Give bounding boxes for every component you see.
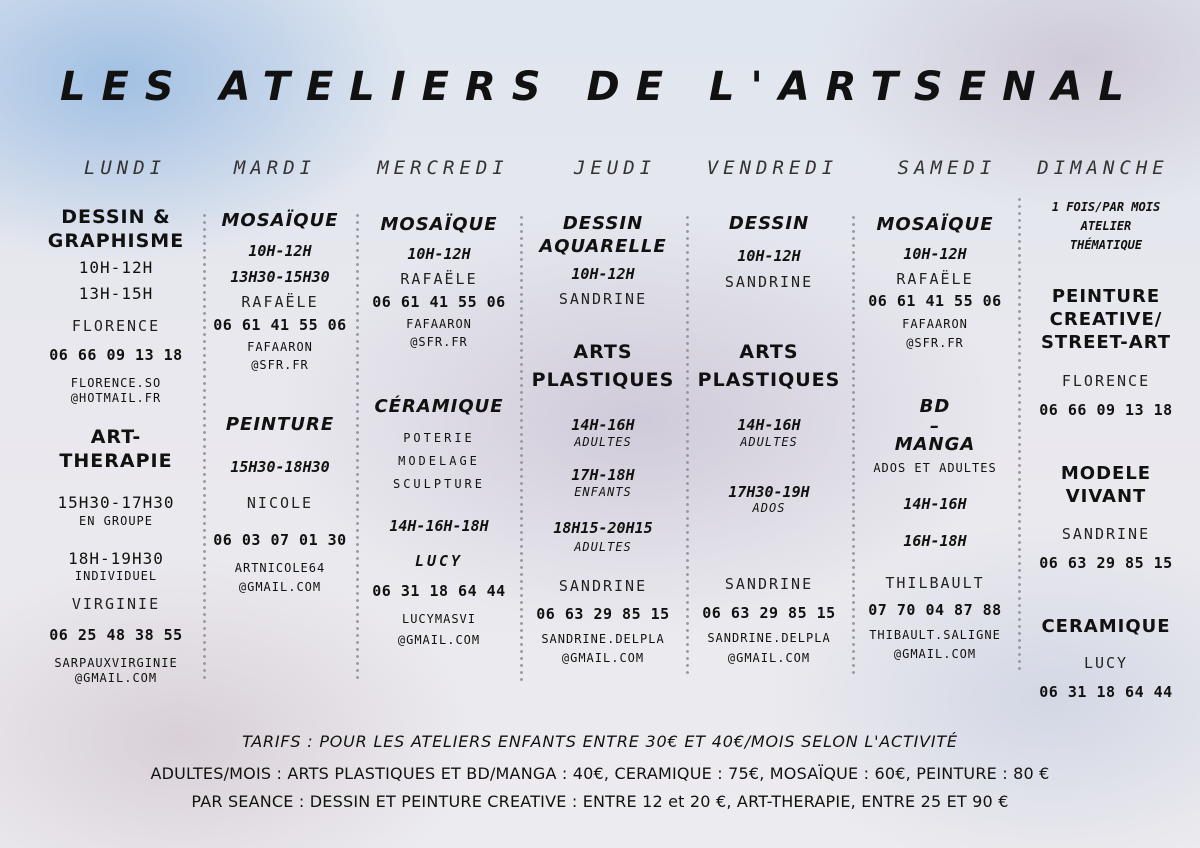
course-title: ARTS xyxy=(573,341,633,363)
course-time: 15H30-17H30 xyxy=(57,493,175,512)
course-item: POTERIE xyxy=(403,431,475,445)
course-note: ADULTES xyxy=(740,435,798,449)
course-title: ART- xyxy=(90,426,142,448)
course-note: ENFANTS xyxy=(574,485,632,499)
course-time: 14H-16H xyxy=(903,495,967,513)
course-time: 10H-12H xyxy=(248,242,312,260)
teacher-phone: 06 31 18 64 44 xyxy=(1039,683,1173,701)
teacher-email: SANDRINE.DELPLA xyxy=(541,632,665,646)
teacher-email: @SFR.FR xyxy=(410,335,468,349)
course-time: 15H30-18H30 xyxy=(230,458,330,476)
course-title: MOSAÏQUE xyxy=(221,210,339,231)
teacher-name: SANDRINE xyxy=(558,290,648,308)
course-title: DESSIN xyxy=(728,213,810,234)
teacher-name: SANDRINE xyxy=(558,577,648,595)
teacher-phone: 06 63 29 85 15 xyxy=(536,605,670,623)
teacher-phone: 06 63 29 85 15 xyxy=(702,604,836,622)
teacher-name: SANDRINE xyxy=(1061,525,1151,543)
course-time: 14H-16H-18H xyxy=(389,517,489,535)
course-note: ADULTES xyxy=(574,540,632,554)
course-title: PLASTIQUES xyxy=(697,369,841,391)
day-header-dimanche: DIMANCHE xyxy=(1037,157,1169,179)
teacher-email: @SFR.FR xyxy=(906,336,964,350)
course-time: 10H-12H xyxy=(903,245,967,263)
course-time: 10H-12H xyxy=(571,265,635,283)
teacher-name: LUCY xyxy=(414,552,464,570)
teacher-phone: 06 61 41 55 06 xyxy=(868,292,1002,310)
teacher-name: THILBAULT xyxy=(885,574,985,592)
teacher-phone: 06 66 09 13 18 xyxy=(1039,401,1173,419)
teacher-phone: 06 31 18 64 44 xyxy=(372,582,506,600)
course-time: 10H-12H xyxy=(407,245,471,263)
course-title: DESSIN xyxy=(562,213,644,234)
course-title: CERAMIQUE xyxy=(1041,616,1171,637)
teacher-phone: 06 63 29 85 15 xyxy=(1039,554,1173,572)
teacher-email: @GMAIL.COM xyxy=(561,651,645,665)
course-title: MOSAÏQUE xyxy=(876,214,994,235)
course-title: AQUARELLE xyxy=(539,236,667,257)
course-intro: THÉMATIQUE xyxy=(1069,238,1143,252)
teacher-name: FLORENCE xyxy=(71,317,161,335)
day-header-samedi: SAMEDI xyxy=(897,157,997,179)
teacher-email: FLORENCE.SO xyxy=(70,376,162,390)
teacher-name: SANDRINE xyxy=(724,273,814,291)
teacher-name: SANDRINE xyxy=(724,575,814,593)
teacher-name: RAFAËLE xyxy=(896,270,974,288)
course-title: PEINTURE xyxy=(225,414,335,435)
teacher-name: FLORENCE xyxy=(1061,372,1151,390)
course-time: 10H-12H xyxy=(78,258,154,277)
page-title: LES ATELIERS DE L'ARTSENAL xyxy=(59,64,1140,110)
teacher-email: LUCYMASVI xyxy=(401,612,477,626)
course-intro: 1 FOIS/PAR MOIS xyxy=(1051,200,1161,214)
course-title: MANGA xyxy=(894,434,976,455)
course-intro: ATELIER xyxy=(1080,219,1132,233)
course-title-separator: – xyxy=(930,416,940,437)
day-header-jeudi: JEUDI xyxy=(573,157,657,179)
teacher-email: SARPAUXVIRGINIE xyxy=(54,656,178,670)
course-title: MODELE xyxy=(1060,463,1152,484)
teacher-phone: 06 61 41 55 06 xyxy=(213,316,347,334)
teacher-email: @HOTMAIL.FR xyxy=(70,391,162,405)
column-divider xyxy=(1018,196,1021,674)
teacher-phone: 06 66 09 13 18 xyxy=(49,346,183,364)
day-header-lundi: LUNDI xyxy=(83,157,167,179)
pricing-per-session: PAR SEANCE : DESSIN ET PEINTURE CREATIVE : ENTRE 12 et 20 €, ART-THERAPIE, ENTRE 25 ET 90 € xyxy=(191,792,1009,811)
course-time: 18H15-20H15 xyxy=(553,519,653,537)
teacher-email: @SFR.FR xyxy=(251,358,309,372)
course-title: MOSAÏQUE xyxy=(380,214,498,235)
course-title: CÉRAMIQUE xyxy=(374,396,504,417)
course-time: 10H-12H xyxy=(737,247,801,265)
teacher-name: RAFAËLE xyxy=(400,270,478,288)
teacher-phone: 07 70 04 87 88 xyxy=(868,601,1002,619)
course-title: DESSIN & xyxy=(61,206,171,228)
course-title: GRAPHISME xyxy=(47,230,185,252)
course-title: BD xyxy=(919,396,951,417)
course-time: 17H30-19H xyxy=(728,483,810,501)
teacher-name: NICOLE xyxy=(246,494,314,512)
course-note: INDIVIDUEL xyxy=(74,569,158,583)
course-time: 13H-15H xyxy=(78,284,154,303)
course-title: VIVANT xyxy=(1065,486,1147,507)
course-note: EN GROUPE xyxy=(78,514,154,528)
course-item: MODELAGE xyxy=(398,454,480,468)
teacher-email: FAFAARON xyxy=(247,340,313,354)
course-time: 16H-18H xyxy=(903,532,967,550)
course-item: SCULPTURE xyxy=(392,477,486,491)
day-header-mercredi: MERCREDI xyxy=(377,157,509,179)
teacher-email: FAFAARON xyxy=(406,317,472,331)
course-note: ADULTES xyxy=(574,435,632,449)
course-title: STREET-ART xyxy=(1040,332,1172,353)
pricing-adults-monthly: ADULTES/MOIS : ARTS PLASTIQUES ET BD/MANGA : 40€, CERAMIQUE : 75€, MOSAÏQUE : 60€, PEINTURE : 80 € xyxy=(150,764,1050,783)
course-time: 13H30-15H30 xyxy=(230,268,330,286)
teacher-email: THIBAULT.SALIGNE xyxy=(869,628,1001,642)
teacher-phone: 06 25 48 38 55 xyxy=(49,626,183,644)
course-title: ARTS xyxy=(739,341,799,363)
teacher-email: SANDRINE.DELPLA xyxy=(707,631,831,645)
teacher-name: LUCY xyxy=(1083,654,1129,672)
teacher-email: @GMAIL.COM xyxy=(74,671,158,685)
teacher-name: RAFAËLE xyxy=(241,293,319,311)
teacher-email: ARTNICOLE64 xyxy=(234,561,326,575)
course-time: 14H-16H xyxy=(737,416,801,434)
course-title: THERAPIE xyxy=(59,450,173,472)
teacher-email: @GMAIL.COM xyxy=(397,633,481,647)
course-title: CREATIVE/ xyxy=(1049,309,1163,330)
day-header-mardi: MARDI xyxy=(233,157,317,179)
course-note: ADOS xyxy=(752,501,786,515)
teacher-phone: 06 03 07 01 30 xyxy=(213,531,347,549)
teacher-phone: 06 61 41 55 06 xyxy=(372,293,506,311)
teacher-email: @GMAIL.COM xyxy=(238,580,322,594)
course-time: 18H-19H30 xyxy=(68,549,164,568)
course-time: 17H-18H xyxy=(571,466,635,484)
course-time: 14H-16H xyxy=(571,416,635,434)
teacher-email: @GMAIL.COM xyxy=(727,651,811,665)
course-title: PLASTIQUES xyxy=(531,369,675,391)
teacher-email: FAFAARON xyxy=(902,317,968,331)
course-title: PEINTURE xyxy=(1051,286,1161,307)
pricing-children: TARIFS : POUR LES ATELIERS ENFANTS ENTRE 30€ ET 40€/MOIS SELON L'ACTIVITÉ xyxy=(242,732,958,751)
course-note: ADOS ET ADULTES xyxy=(873,461,997,475)
teacher-email: @GMAIL.COM xyxy=(893,647,977,661)
day-header-vendredi: VENDREDI xyxy=(706,157,839,179)
teacher-name: VIRGINIE xyxy=(71,595,161,613)
